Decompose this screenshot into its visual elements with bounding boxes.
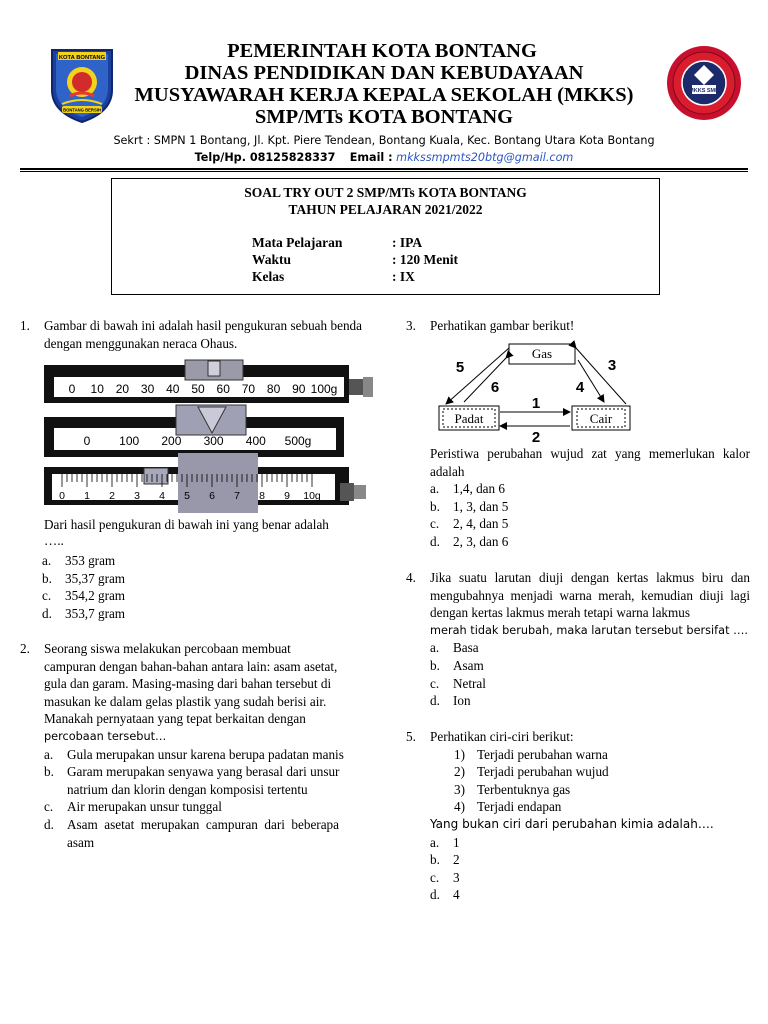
email-label: Email : <box>349 151 393 164</box>
address-line: Sekrt : SMPN 1 Bontang, Jl. Kpt. Piere Tendean, Bontang Kuala, Kec. Bontang Utara Kota Bontang <box>113 134 655 147</box>
beam-3-scale-label: 8 <box>259 490 265 502</box>
option-d[interactable]: d. Ion <box>430 693 471 709</box>
option-c[interactable]: c. 354,2 gram <box>42 588 126 604</box>
exam-title: SOAL TRY OUT 2 SMP/MTs KOTA BONTANG <box>244 185 527 200</box>
exam-row-class: Kelas : IX <box>252 269 415 284</box>
beam-1-scale-label: 0 <box>68 382 76 396</box>
beam-2-scale-label: 300 <box>203 434 224 448</box>
exam-info-box <box>111 178 660 295</box>
exam-year: TAHUN PELAJARAN 2021/2022 <box>288 202 483 217</box>
header-rule-thin <box>20 171 748 172</box>
phone-label: Telp/Hp. 08125828337 <box>194 151 336 164</box>
question-text: Gambar di bawah ini adalah hasil pengukuran sebuah benda dengan menggunakan neraca Ohaus. <box>44 318 362 351</box>
option-c[interactable]: c. Netral <box>430 675 486 691</box>
question-number: 4. <box>406 570 416 585</box>
beam-1-scale-label: 70 <box>241 382 256 396</box>
gas-label: Gas <box>531 346 553 361</box>
option-b[interactable]: b. Asam <box>430 657 484 673</box>
letterhead <box>0 0 768 170</box>
beam-1-scale-label: 40 <box>166 382 180 396</box>
question-2-line: gula dan garam. Masing-masing dari bahan tersebut di <box>44 676 332 692</box>
beam-2-scale-label: 500g <box>284 434 312 448</box>
state-change-diagram <box>432 340 638 446</box>
beam-3-scale-label: 1 <box>84 490 90 502</box>
option-a[interactable]: a. Basa <box>430 640 479 656</box>
beam-3-scale-label: 0 <box>59 490 65 502</box>
question-1-prompt: Dari hasil pengukuran di bawah ini yang benar adalah <box>44 517 329 532</box>
header-line-4: SMP/MTs KOTA BONTANG <box>254 106 514 128</box>
arrow-2-label: 2 <box>531 429 541 446</box>
question-number: 3. <box>406 318 416 333</box>
feature-item: 2) Terjadi perubahan wujud <box>454 764 609 780</box>
beam-3-scale-label: 4 <box>159 490 165 502</box>
question-number: 1. <box>20 318 30 333</box>
beam-2-scale-label: 0 <box>83 434 91 448</box>
arrow-4-label: 4 <box>575 379 585 396</box>
mkks-logo-icon <box>666 45 742 121</box>
question-2-line: campuran dengan bahan-bahan antara lain: asam asetat, <box>44 658 338 674</box>
feature-item: 3) Terbentuknya gas <box>454 781 571 797</box>
beam-1-scale-label: 60 <box>216 382 230 396</box>
cair-label: Cair <box>589 411 613 426</box>
feature-item: 1) Terjadi perubahan warna <box>454 746 608 762</box>
feature-item: 4) Terjadi endapan <box>454 799 562 815</box>
option-c[interactable]: c. 2, 4, dan 5 <box>430 516 509 532</box>
arrow-6-label: 6 <box>490 379 500 396</box>
beam-3-scale-label: 3 <box>134 490 140 502</box>
question-1-dots: ….. <box>44 532 64 548</box>
option-a[interactable]: a. 1,4, dan 6 <box>430 481 506 497</box>
question-2-line: percobaan tersebut… <box>44 729 167 743</box>
header-line-3: MUSYAWARAH KERJA KEPALA SEKOLAH (MKKS) <box>134 84 634 106</box>
question-3-ask <box>430 445 750 551</box>
beam-2-scale-label: 100 <box>119 434 140 448</box>
option-b[interactable]: b. 35,37 gram <box>42 570 126 586</box>
beam-1-scale-label: 80 <box>266 382 281 396</box>
question-3-prompt: Peristiwa perubahan wujud zat yang memerlukan kalor adalah <box>430 446 750 479</box>
emblem-top-text: KOTA BONTANG <box>58 55 106 61</box>
option-d[interactable]: d. 4 <box>430 887 460 903</box>
email-link[interactable]: mkkssmpmts20btg@gmail.com <box>396 151 574 164</box>
beam-3-scale-label: 6 <box>209 490 215 502</box>
option-b[interactable]: b. 1, 3, dan 5 <box>430 498 509 514</box>
beam-1-scale-label: 10 <box>90 382 104 396</box>
option-c[interactable]: c. Air merupakan unsur tunggal <box>44 799 222 815</box>
header-rule-thick <box>20 168 748 170</box>
arrow-5-label: 5 <box>455 359 465 376</box>
arrow-1-label: 1 <box>531 395 541 412</box>
header-line-1: PEMERINTAH KOTA BONTANG <box>227 40 537 62</box>
beam-1-scale-label: 90 <box>292 382 306 396</box>
question-2-line: Seorang siswa melakukan percobaan membuat <box>44 641 291 656</box>
beam-3-scale-label: 9 <box>284 490 290 502</box>
option-a[interactable]: a. Gula merupakan unsur karena berupa padatan manis <box>44 746 344 762</box>
beam-3-scale-label: 2 <box>109 490 115 502</box>
option-c[interactable]: c. 3 <box>430 869 460 885</box>
question-text-end: merah tidak berubah, maka larutan tersebut bersifat …. <box>430 623 748 637</box>
exam-row-time: Waktu : 120 Menit <box>252 252 458 267</box>
beam-1-scale-label: 30 <box>140 382 155 396</box>
beam-2-scale-label: 200 <box>161 434 182 448</box>
beam-1-scale-label: 50 <box>191 382 205 396</box>
beam-1-scale-label: 20 <box>115 382 130 396</box>
option-b[interactable]: b. 2 <box>430 852 460 868</box>
beam-3-scale-label: 10g <box>303 490 321 502</box>
question-1-options <box>44 552 362 622</box>
mkks-logo-text: MKKS SMP <box>689 88 719 94</box>
question-1-ask <box>44 516 362 549</box>
question-number: 5. <box>406 729 416 744</box>
question-2-line: masukan ke dalam gelas plastik yang sudah berisi air. <box>44 693 327 709</box>
beam-2-scale-label: 400 <box>245 434 266 448</box>
option-d[interactable]: d. Asam asetat merupakan campuran dari beberapa asam <box>44 816 339 850</box>
beam-3-scale-label: 5 <box>184 490 190 502</box>
exam-row-subject: Mata Pelajaran : IPA <box>252 235 423 250</box>
option-a[interactable]: a. 353 gram <box>42 553 116 568</box>
question-number: 2. <box>20 641 30 656</box>
question-2-line: Manakah pernyataan yang tepat berkaitan dengan <box>44 711 306 727</box>
question-5-prompt: Yang bukan ciri dari perubahan kimia adalah…. <box>430 816 714 831</box>
beam-1-scale-label: 100g <box>310 382 338 396</box>
emblem-bottom-text: BONTANG BERSIH <box>63 107 101 113</box>
padat-label: Padat <box>454 411 484 426</box>
option-d[interactable]: d. 2, 3, dan 6 <box>430 533 509 549</box>
ohaus-balance-figure <box>40 355 376 513</box>
question-text: Perhatikan gambar berikut! <box>430 318 575 333</box>
option-d[interactable]: d. 353,7 gram <box>42 605 126 621</box>
beam-3-scale-label: 7 <box>234 490 240 502</box>
option-b[interactable]: b. Garam merupakan senyawa yang berasal dari unsur natrium dan klorin dengan komposisi tertentu <box>44 764 340 797</box>
question-text: Jika suatu larutan diuji dengan kertas lakmus biru dan mengubahnya menjadi warna merah, kemudian diuji lagi dengan kertas lakmus merah tetapi warna lakmus <box>430 570 750 621</box>
option-a[interactable]: a. 1 <box>430 834 460 850</box>
arrow-3-label: 3 <box>607 357 617 374</box>
question-text: Perhatikan ciri-ciri berikut: <box>430 729 574 744</box>
header-line-2: DINAS PENDIDIKAN DAN KEBUDAYAAN <box>184 62 584 84</box>
